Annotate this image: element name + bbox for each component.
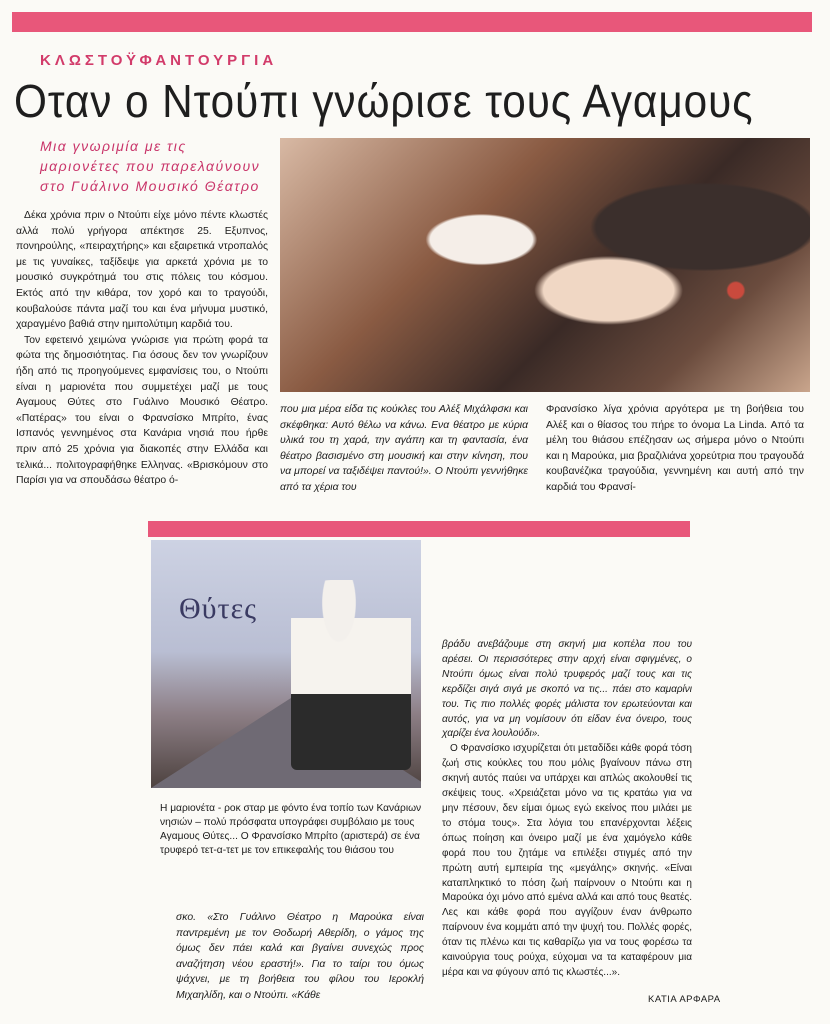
byline: ΚΑΤΙΑ ΑΡΦΑΡΑ — [648, 994, 721, 1005]
column-1 — [16, 208, 268, 489]
paragraph: βράδυ ανεβάζουμε στη σκηνή μια κοπέλα που του αρέσει. Οι περισσότερες στην αρχή είναι σφιγμένες, ο Ντούπι όμως είναι πολύ τρυφερός μαζί τους και τις κερδίζει σιγά σιγά με σκοπό να τις... πάει στο καμαρίνι του. Τις πιο πολλές φορές μάλιστα τον ερωτεύονται και αυτός, για να μη νομίσουν ότι είδαν ένα όνειρο, τους χαρίζει ένα λουλούδι». — [442, 639, 692, 740]
paragraph: Δέκα χρόνια πριν ο Ντούπι είχε μόνο πέντε κλωστές αλλά πολύ γρήγορα απέκτησε 25. Εξυπνος, πονηρούλης, «πειραχτήρης» και εξαιρετικά ντροπαλός με τις γυναίκες, ταξίδεψε για αρκετά χρόνια με το μουσικό συγκρότημά του στις πόλεις του κόσμου. Εκτός από την κιθάρα, τον χορό και το τραγούδι, κουβαλούσε πάντα μαζί του και ένα μήνυμα μυστικό, χαραγμένο βαθιά στην ημιπολύτιμη καρδιά του. — [16, 210, 268, 331]
box-accent-bar — [148, 521, 690, 537]
column-2 — [280, 402, 528, 496]
puppet-figure — [291, 580, 411, 770]
photo-puppet-thytes — [151, 540, 421, 788]
column-3 — [546, 402, 804, 496]
photo-puppeteer-with-puppet — [280, 138, 810, 392]
section-kicker: ΚΛΩΣΤΟΫΦΑΝΤΟΥΡΓΙΑ — [40, 52, 278, 69]
paragraph: Τον εφετεινό χειμώνα γνώρισε για πρώτη φορά τα φώτα της δημοσιότητας. Για όσους δεν τον γνωρίζουν ήδη από τις προηγούμενες εμφανίσεις του, ο Ντούπι είναι η μαριονέτα που συμμετέχει μαζί με τους Αγαμους Θύτες στο Γυάλινο Μουσικό Θέατρο. «Πατέρας» του είναι ο Φρανσίσκο Μπρίτο, ένας Ισπανός γεννημένος στα Κανάρια νησιά που ήρθε πριν από 25 χρόνια για διακοπές στην Ελλάδα και τελικά... πολιτογραφήθηκε Ελληνας. «Βρισκόμουν στο Παρίσι για να σπουδάσω θέατρο ό- — [16, 334, 268, 487]
paragraph: που μια μέρα είδα τις κούκλες του Αλέξ Μιχάλφσκι και σκέφθηκα: Αυτό θέλω να κάνω. Ενα θέατρο με κύρια υλικά του τη χαρά, την αγάπη και τη φαντασία, ένα θέατρο βασισμένο στη μουσική και στην κίνηση, που να μπορεί να ταξιδέψει παντού!». Ο Ντούπι γεννήθηκε από τα χέρια του — [280, 404, 528, 493]
article-subtitle: Μια γνωριμία με τις μαριονέτες που παρελαύνουν στο Γυάλινο Μουσικό Θέατρο — [40, 138, 261, 194]
column-4 — [176, 910, 424, 1004]
article-title: Οταν ο Ντούπι γνώρισε τους Αγαμους — [14, 75, 754, 127]
column-5 — [442, 638, 692, 981]
paragraph: Φρανσίσκο λίγα χρόνια αργότερα με τη βοήθεια του Αλέξ και ο θίασος του πήρε το όνομα La Linda. Από τα μέλη του θιάσου επέζησαν ως σήμερα μόνο ο Ντούπι και η Μαρούκα, μια βραζιλιάνα χορεύτρια που τραγουδά κουβανέζικα τραγούδια, γεννημένη και αυτή από την καρδιά του Φρανσί- — [546, 404, 804, 493]
photo-caption: Η μαριονέτα - ροκ σταρ με φόντο ένα τοπίο των Κανάριων νησιών – πολύ πρόσφατα υπογράφει συμβόλαιο με τους Αγαμους Θύτες... Ο Φρανσίσκο Μπρίτο (αριστερά) σε ένα τρυφερό τετ-α-τετ με τον επικεφαλής του θιάσου του — [160, 803, 422, 856]
paragraph: σκο. «Στο Γυάλινο Θέατρο η Μαρούκα είναι παντρεμένη με τον Θοδωρή Αθερίδη, ο γάμος της όμως δεν πάει καλά και βγαίνει συνεχώς προς αναζήτηση νέου εραστή!». Για το ταίρι του όμως ψάχνει, με τη βοήθεια του φίλου του Ιεροκλή Μιχαηλίδη, και ο Ντούπι. «Κάθε — [176, 912, 424, 1001]
photo-label: Θύτες — [179, 592, 258, 625]
paragraph: Ο Φρανσίσκο ισχυρίζεται ότι μεταδίδει κάθε φορά τόση ζωή στις κούκλες του που μόλις βγαίνουν πάνω στη σκηνή αυτός παύει να υπάρχει και απλώς ακολουθεί τις σκέψεις τους. «Χρειάζεται μόνο να τις κρατάω για να μην πέσουν, δεν είμαι όμως εγώ εκείνος που μιλάει με το στόμα τους». Στα λόγια του επανέρχονται λέξεις όπως ποίηση και όνειρο μαζί με ένα χαμόγελο κάθε φορά που του ζητάμε να επιλέξει στιγμές από την πρώτη αυτή εμπειρία της «μεγάλης» σκηνής. «Είναι καταπληκτικό το πόση ζωή παίρνουν ο Ντούπι και η Μαρούκα όχι μόνο από εμένα αλλά και από τους θεατές. Λες και κάθε φορά που αγγίζουν έναν άνθρωπο παίρνουν ένα κομμάτι από την ψυχή του. Πολλές φορές, όταν τις πλένω και τις καθαρίζω για να τους φορέσω τα καινούργια τους ρούχα, εύχομαι να τα καταφέρουν μια μέρα και να φύγουν από τις κλωστές...». — [442, 743, 692, 978]
top-accent-bar — [12, 12, 812, 32]
